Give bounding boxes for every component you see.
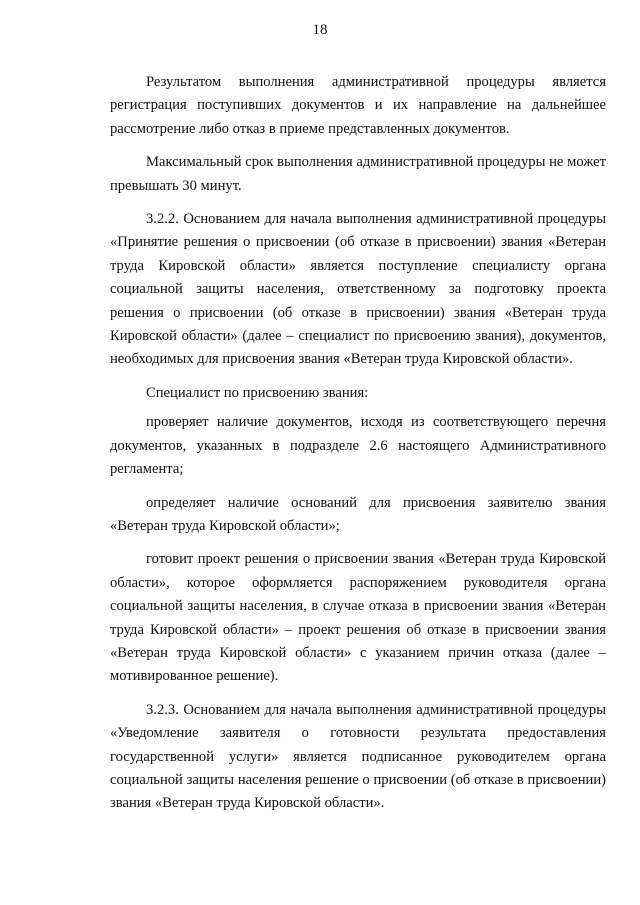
paragraph-prepares-draft: готовит проект решения о присвоении звания «Ветеран труда Кировской области», которое оформляется распоряжением руководителя органа социальной защиты населения, в случае отказа в присвоении звания «Ветеран труда Кировской области» – проект решения об отказе в присвоении звания «Ветеран труда Кировской области» с указанием причин отказа (далее – мотивированное решение). bbox=[110, 551, 606, 685]
paragraph-specialist-intro: Специалист по присвоению звания: bbox=[146, 384, 369, 401]
page-number: 18 bbox=[312, 22, 328, 38]
paragraph-section-3-2-3: 3.2.3. Основанием для начала выполнения административной процедуры «Уведомление заявителя о готовности результата предоставления государственной услуги» является подписанное руководителем органа социальной защиты населения решение о присвоении (об отказе в присвоении) звания «Ветеран труда Кировской области». bbox=[110, 701, 606, 812]
paragraph-checks-documents: проверяет наличие документов, исходя из соответствующего перечня документов, указанных в подразделе 2.6 настоящего Административного регламента; bbox=[110, 414, 606, 478]
paragraph-section-3-2-2: 3.2.2. Основанием для начала выполнения административной процедуры «Принятие решения о присвоении (об отказе в присвоении) звания «Ветеран труда Кировской области» является поступление специалисту органа социальной защиты населения, ответственному за подготовку проекта решения о присвоении (об отказе в присвоении) звания «Ветеран труда Кировской области» (далее – специалист по присвоению звания), документов, необходимых для присвоения звания «Ветеран труда Кировской области». bbox=[110, 211, 606, 368]
document-body bbox=[110, 71, 606, 826]
paragraph-procedure-result: Результатом выполнения административной процедуры является регистрация поступивших документов и их направление на дальнейшее рассмотрение либо отказ в приеме представленных документов. bbox=[110, 74, 606, 137]
paragraph-max-duration: Максимальный срок выполнения административной процедуры не может превышать 30 минут. bbox=[110, 154, 606, 194]
paragraph-determines-grounds: определяет наличие оснований для присвоения заявителю звания «Ветеран труда Кировской области»; bbox=[110, 494, 606, 534]
